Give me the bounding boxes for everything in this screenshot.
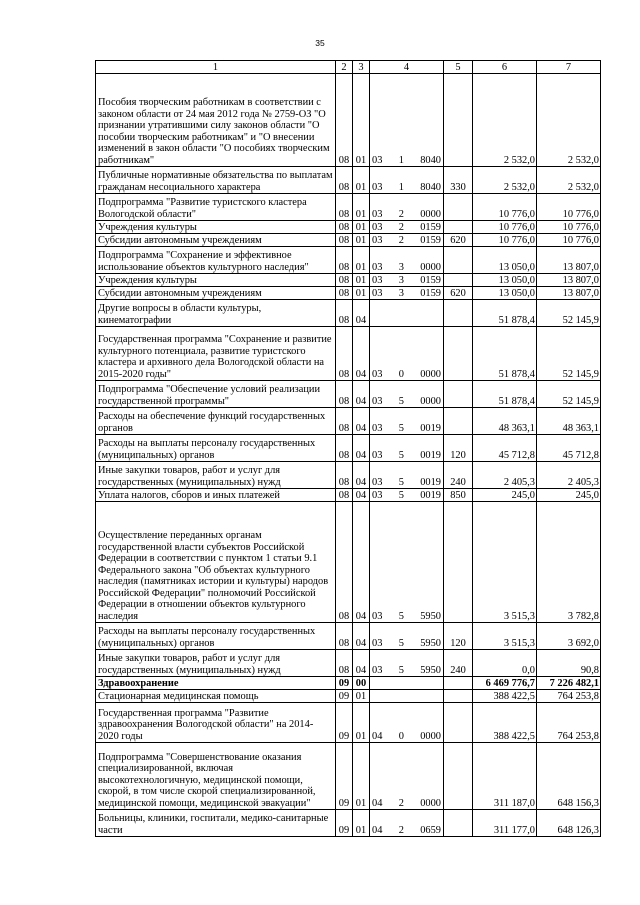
table-row bbox=[96, 703, 601, 743]
target-program: 03 bbox=[372, 208, 383, 220]
row-section: 09 bbox=[336, 810, 353, 837]
target-item: 0159 bbox=[420, 287, 441, 299]
row-target-code bbox=[370, 435, 444, 462]
row-amount-col6: 48 363,1 bbox=[473, 408, 537, 435]
target-program: 03 bbox=[372, 221, 383, 233]
target-subprogram: 5 bbox=[398, 489, 404, 501]
row-amount-col6: 388 422,5 bbox=[473, 690, 537, 703]
row-amount-col7: 648 126,3 bbox=[537, 810, 601, 837]
row-section: 08 bbox=[336, 194, 353, 221]
row-subsection: 01 bbox=[353, 194, 370, 221]
target-program: 03 bbox=[372, 476, 383, 488]
row-subsection: 01 bbox=[353, 690, 370, 703]
table-row bbox=[96, 327, 601, 381]
table-row bbox=[96, 234, 601, 247]
row-subsection: 04 bbox=[353, 650, 370, 677]
target-item: 0159 bbox=[420, 234, 441, 246]
row-name: Осуществление переданных органам государственной власти субъектов Российской Федерации в соответствии с пунктом 1 статьи 9.1 Федерального закона "Об объектах культурного наследия (памятниках истории и культуры) народов Российской Федерации" полномочий Российской Федерации в отношении объектов культурного наследия bbox=[96, 502, 336, 623]
row-amount-col6: 2 532,0 bbox=[473, 167, 537, 194]
target-subprogram: 2 bbox=[398, 797, 404, 809]
row-name: Субсидии автономным учреждениям bbox=[96, 287, 336, 300]
target-item: 5950 bbox=[420, 637, 441, 649]
row-target-code bbox=[370, 690, 444, 703]
target-subprogram: 1 bbox=[398, 154, 404, 166]
row-target-code bbox=[370, 462, 444, 489]
target-subprogram: 3 bbox=[398, 261, 404, 273]
target-program: 03 bbox=[372, 234, 383, 246]
table-row bbox=[96, 300, 601, 327]
row-expense-type bbox=[444, 743, 473, 810]
row-amount-col6: 388 422,5 bbox=[473, 703, 537, 743]
row-expense-type bbox=[444, 274, 473, 287]
row-target-code bbox=[370, 234, 444, 247]
row-expense-type: 330 bbox=[444, 167, 473, 194]
row-section: 08 bbox=[336, 502, 353, 623]
row-amount-col7: 52 145,9 bbox=[537, 300, 601, 327]
target-item: 8040 bbox=[420, 154, 441, 166]
row-target-code bbox=[370, 743, 444, 810]
row-amount-col7: 52 145,9 bbox=[537, 327, 601, 381]
target-subprogram: 5 bbox=[398, 637, 404, 649]
target-item: 0000 bbox=[420, 730, 441, 742]
row-amount-col6: 245,0 bbox=[473, 489, 537, 502]
target-item: 0019 bbox=[420, 449, 441, 461]
table-row bbox=[96, 435, 601, 462]
row-amount-col6: 13 050,0 bbox=[473, 247, 537, 274]
row-section: 08 bbox=[336, 408, 353, 435]
header-col-3: 3 bbox=[353, 61, 370, 74]
target-program: 03 bbox=[372, 274, 383, 286]
row-amount-col6: 6 469 776,7 bbox=[473, 677, 537, 690]
target-item: 0019 bbox=[420, 422, 441, 434]
row-amount-col6: 10 776,0 bbox=[473, 194, 537, 221]
row-expense-type bbox=[444, 327, 473, 381]
row-target-code bbox=[370, 810, 444, 837]
target-item: 0019 bbox=[420, 489, 441, 501]
row-name: Государственная программа "Сохранение и развитие культурного потенциала, развитие туристского кластера и архивного дела Вологодской области на 2015-2020 годы" bbox=[96, 327, 336, 381]
row-expense-type bbox=[444, 381, 473, 408]
row-subsection: 04 bbox=[353, 489, 370, 502]
target-item: 0000 bbox=[420, 395, 441, 407]
row-amount-col7: 7 226 482,1 bbox=[537, 677, 601, 690]
row-amount-col7: 10 776,0 bbox=[537, 194, 601, 221]
target-program: 03 bbox=[372, 154, 383, 166]
row-amount-col7: 13 807,0 bbox=[537, 247, 601, 274]
target-subprogram: 3 bbox=[398, 274, 404, 286]
row-target-code bbox=[370, 74, 444, 167]
row-subsection: 01 bbox=[353, 221, 370, 234]
row-subsection: 04 bbox=[353, 408, 370, 435]
row-amount-col7: 2 532,0 bbox=[537, 74, 601, 167]
row-subsection: 01 bbox=[353, 743, 370, 810]
row-subsection: 04 bbox=[353, 502, 370, 623]
row-amount-col6: 51 878,4 bbox=[473, 327, 537, 381]
row-amount-col7: 52 145,9 bbox=[537, 381, 601, 408]
row-section: 08 bbox=[336, 462, 353, 489]
row-amount-col6: 3 515,3 bbox=[473, 623, 537, 650]
table-row bbox=[96, 743, 601, 810]
row-name: Иные закупки товаров, работ и услуг для государственных (муниципальных) нужд bbox=[96, 462, 336, 489]
row-subsection: 00 bbox=[353, 677, 370, 690]
row-amount-col7: 764 253,8 bbox=[537, 703, 601, 743]
table-row bbox=[96, 462, 601, 489]
row-amount-col6: 3 515,3 bbox=[473, 502, 537, 623]
target-program: 03 bbox=[372, 449, 383, 461]
row-name: Расходы на выплаты персоналу государственных (муниципальных) органов bbox=[96, 623, 336, 650]
row-amount-col6: 13 050,0 bbox=[473, 287, 537, 300]
target-subprogram: 5 bbox=[398, 395, 404, 407]
row-target-code bbox=[370, 502, 444, 623]
row-name: Подпрограмма "Обеспечение условий реализации государственной программы" bbox=[96, 381, 336, 408]
row-name: Подпрограмма "Сохранение и эффективное использование объектов культурного наследия" bbox=[96, 247, 336, 274]
row-name: Пособия творческим работникам в соответствии с законом области от 24 мая 2012 года № 2759-ОЗ "О признании утратившими силу законов области "О пособии творческим работникам" и "О внесении изменений в закон области "О пособиях творческим работникам" bbox=[96, 74, 336, 167]
row-expense-type: 240 bbox=[444, 462, 473, 489]
row-subsection: 04 bbox=[353, 327, 370, 381]
row-section: 08 bbox=[336, 167, 353, 194]
target-subprogram: 2 bbox=[398, 221, 404, 233]
row-section: 08 bbox=[336, 489, 353, 502]
row-section: 08 bbox=[336, 234, 353, 247]
row-amount-col7: 3 782,8 bbox=[537, 502, 601, 623]
row-target-code bbox=[370, 408, 444, 435]
row-expense-type: 240 bbox=[444, 650, 473, 677]
row-name: Государственная программа "Развитие здравоохранения Вологодской области" на 2014-2020 годы bbox=[96, 703, 336, 743]
row-amount-col7: 10 776,0 bbox=[537, 221, 601, 234]
table-row bbox=[96, 502, 601, 623]
row-amount-col6: 2 405,3 bbox=[473, 462, 537, 489]
row-expense-type: 850 bbox=[444, 489, 473, 502]
row-name: Здравоохранение bbox=[96, 677, 336, 690]
row-subsection: 01 bbox=[353, 810, 370, 837]
row-subsection: 04 bbox=[353, 462, 370, 489]
table-row bbox=[96, 690, 601, 703]
target-program: 03 bbox=[372, 368, 383, 380]
target-program: 03 bbox=[372, 181, 383, 193]
target-item: 0000 bbox=[420, 797, 441, 809]
row-section: 08 bbox=[336, 300, 353, 327]
row-amount-col6: 0,0 bbox=[473, 650, 537, 677]
row-target-code bbox=[370, 623, 444, 650]
row-target-code bbox=[370, 489, 444, 502]
row-expense-type: 120 bbox=[444, 623, 473, 650]
target-program: 03 bbox=[372, 637, 383, 649]
row-target-code bbox=[370, 677, 444, 690]
row-name: Иные закупки товаров, работ и услуг для государственных (муниципальных) нужд bbox=[96, 650, 336, 677]
row-amount-col7: 90,8 bbox=[537, 650, 601, 677]
row-section: 09 bbox=[336, 690, 353, 703]
row-target-code bbox=[370, 247, 444, 274]
target-subprogram: 5 bbox=[398, 449, 404, 461]
row-name: Другие вопросы в области культуры, кинематографии bbox=[96, 300, 336, 327]
table-row bbox=[96, 489, 601, 502]
table-row bbox=[96, 167, 601, 194]
row-amount-col7: 13 807,0 bbox=[537, 274, 601, 287]
row-subsection: 04 bbox=[353, 381, 370, 408]
target-item: 0000 bbox=[420, 208, 441, 220]
row-subsection: 01 bbox=[353, 247, 370, 274]
target-program: 04 bbox=[372, 824, 383, 836]
row-amount-col6: 51 878,4 bbox=[473, 300, 537, 327]
target-subprogram: 2 bbox=[398, 208, 404, 220]
budget-table bbox=[95, 60, 601, 837]
target-item: 5950 bbox=[420, 610, 441, 622]
row-section: 08 bbox=[336, 650, 353, 677]
row-subsection: 04 bbox=[353, 300, 370, 327]
row-subsection: 01 bbox=[353, 274, 370, 287]
row-subsection: 01 bbox=[353, 234, 370, 247]
row-amount-col7: 245,0 bbox=[537, 489, 601, 502]
target-subprogram: 5 bbox=[398, 422, 404, 434]
target-subprogram: 5 bbox=[398, 476, 404, 488]
row-amount-col6: 311 177,0 bbox=[473, 810, 537, 837]
row-name: Подпрограмма "Развитие туристского кластера Вологодской области" bbox=[96, 194, 336, 221]
target-subprogram: 2 bbox=[398, 234, 404, 246]
row-target-code bbox=[370, 167, 444, 194]
row-section: 09 bbox=[336, 743, 353, 810]
row-amount-col6: 13 050,0 bbox=[473, 274, 537, 287]
table-row bbox=[96, 274, 601, 287]
target-item: 0659 bbox=[420, 824, 441, 836]
target-subprogram: 3 bbox=[398, 287, 404, 299]
page-number: 35 bbox=[315, 38, 325, 48]
target-program: 03 bbox=[372, 489, 383, 501]
row-name: Уплата налогов, сборов и иных платежей bbox=[96, 489, 336, 502]
row-name: Учреждения культуры bbox=[96, 221, 336, 234]
target-program: 03 bbox=[372, 610, 383, 622]
target-item: 0000 bbox=[420, 368, 441, 380]
row-amount-col7: 48 363,1 bbox=[537, 408, 601, 435]
table-row bbox=[96, 381, 601, 408]
row-section: 08 bbox=[336, 435, 353, 462]
row-section: 08 bbox=[336, 327, 353, 381]
row-target-code bbox=[370, 327, 444, 381]
row-target-code bbox=[370, 300, 444, 327]
header-col-2: 2 bbox=[336, 61, 353, 74]
target-item: 8040 bbox=[420, 181, 441, 193]
row-expense-type bbox=[444, 408, 473, 435]
row-expense-type: 620 bbox=[444, 287, 473, 300]
header-col-5: 5 bbox=[444, 61, 473, 74]
row-section: 08 bbox=[336, 381, 353, 408]
row-target-code bbox=[370, 221, 444, 234]
target-item: 5950 bbox=[420, 664, 441, 676]
row-section: 09 bbox=[336, 677, 353, 690]
row-name: Публичные нормативные обязательства по выплатам гражданам несоциального характера bbox=[96, 167, 336, 194]
row-target-code bbox=[370, 381, 444, 408]
row-section: 08 bbox=[336, 74, 353, 167]
row-amount-col6: 45 712,8 bbox=[473, 435, 537, 462]
row-name: Расходы на обеспечение функций государственных органов bbox=[96, 408, 336, 435]
target-program: 03 bbox=[372, 287, 383, 299]
row-expense-type bbox=[444, 194, 473, 221]
row-amount-col7: 2 532,0 bbox=[537, 167, 601, 194]
row-target-code bbox=[370, 194, 444, 221]
row-target-code bbox=[370, 650, 444, 677]
target-subprogram: 5 bbox=[398, 610, 404, 622]
target-program: 03 bbox=[372, 422, 383, 434]
header-col-4: 4 bbox=[370, 61, 444, 74]
target-program: 03 bbox=[372, 395, 383, 407]
table-row bbox=[96, 650, 601, 677]
row-section: 09 bbox=[336, 703, 353, 743]
header-col-6: 6 bbox=[473, 61, 537, 74]
row-subsection: 01 bbox=[353, 703, 370, 743]
table-row bbox=[96, 74, 601, 167]
target-subprogram: 0 bbox=[398, 368, 404, 380]
row-amount-col6: 51 878,4 bbox=[473, 381, 537, 408]
target-program: 04 bbox=[372, 730, 383, 742]
row-target-code bbox=[370, 703, 444, 743]
target-subprogram: 0 bbox=[398, 730, 404, 742]
table-row bbox=[96, 194, 601, 221]
row-section: 08 bbox=[336, 274, 353, 287]
target-subprogram: 2 bbox=[398, 824, 404, 836]
target-item: 0019 bbox=[420, 476, 441, 488]
target-program: 03 bbox=[372, 261, 383, 273]
row-amount-col6: 10 776,0 bbox=[473, 234, 537, 247]
row-subsection: 01 bbox=[353, 167, 370, 194]
row-section: 08 bbox=[336, 623, 353, 650]
row-amount-col7: 13 807,0 bbox=[537, 287, 601, 300]
row-subsection: 01 bbox=[353, 74, 370, 167]
table-row bbox=[96, 677, 601, 690]
row-expense-type bbox=[444, 247, 473, 274]
row-subsection: 04 bbox=[353, 435, 370, 462]
table-row bbox=[96, 247, 601, 274]
row-target-code bbox=[370, 274, 444, 287]
row-expense-type: 620 bbox=[444, 234, 473, 247]
target-program: 03 bbox=[372, 664, 383, 676]
row-name: Подпрограмма "Совершенствование оказания специализированной, включая высокотехнологичную, медицинской помощи, скорой, в том числе скорой специализированной, медицинской помощи, медицинской эвакуации" bbox=[96, 743, 336, 810]
row-amount-col6: 10 776,0 bbox=[473, 221, 537, 234]
table-row bbox=[96, 408, 601, 435]
row-expense-type bbox=[444, 703, 473, 743]
header-col-1: 1 bbox=[96, 61, 336, 74]
row-amount-col7: 45 712,8 bbox=[537, 435, 601, 462]
row-expense-type bbox=[444, 810, 473, 837]
row-section: 08 bbox=[336, 247, 353, 274]
row-name: Больницы, клиники, госпитали, медико-санитарные части bbox=[96, 810, 336, 837]
header-col-7: 7 bbox=[537, 61, 601, 74]
row-expense-type bbox=[444, 502, 473, 623]
table-row bbox=[96, 810, 601, 837]
row-amount-col7: 3 692,0 bbox=[537, 623, 601, 650]
row-expense-type bbox=[444, 74, 473, 167]
table-row bbox=[96, 221, 601, 234]
row-amount-col7: 648 156,3 bbox=[537, 743, 601, 810]
row-name: Учреждения культуры bbox=[96, 274, 336, 287]
row-amount-col7: 10 776,0 bbox=[537, 234, 601, 247]
target-item: 0000 bbox=[420, 261, 441, 273]
target-program: 04 bbox=[372, 797, 383, 809]
row-expense-type bbox=[444, 677, 473, 690]
row-expense-type bbox=[444, 300, 473, 327]
row-amount-col6: 2 532,0 bbox=[473, 74, 537, 167]
row-expense-type: 120 bbox=[444, 435, 473, 462]
target-item: 0159 bbox=[420, 274, 441, 286]
row-name: Расходы на выплаты персоналу государственных (муниципальных) органов bbox=[96, 435, 336, 462]
row-subsection: 04 bbox=[353, 623, 370, 650]
row-expense-type bbox=[444, 690, 473, 703]
row-amount-col7: 2 405,3 bbox=[537, 462, 601, 489]
row-name: Стационарная медицинская помощь bbox=[96, 690, 336, 703]
row-subsection: 01 bbox=[353, 287, 370, 300]
table-row bbox=[96, 287, 601, 300]
target-item: 0159 bbox=[420, 221, 441, 233]
row-expense-type bbox=[444, 221, 473, 234]
table-row bbox=[96, 623, 601, 650]
row-amount-col7: 764 253,8 bbox=[537, 690, 601, 703]
row-name: Субсидии автономным учреждениям bbox=[96, 234, 336, 247]
row-amount-col6: 311 187,0 bbox=[473, 743, 537, 810]
row-section: 08 bbox=[336, 287, 353, 300]
row-section: 08 bbox=[336, 221, 353, 234]
target-subprogram: 5 bbox=[398, 664, 404, 676]
target-subprogram: 1 bbox=[398, 181, 404, 193]
row-target-code bbox=[370, 287, 444, 300]
header-row bbox=[96, 61, 601, 74]
